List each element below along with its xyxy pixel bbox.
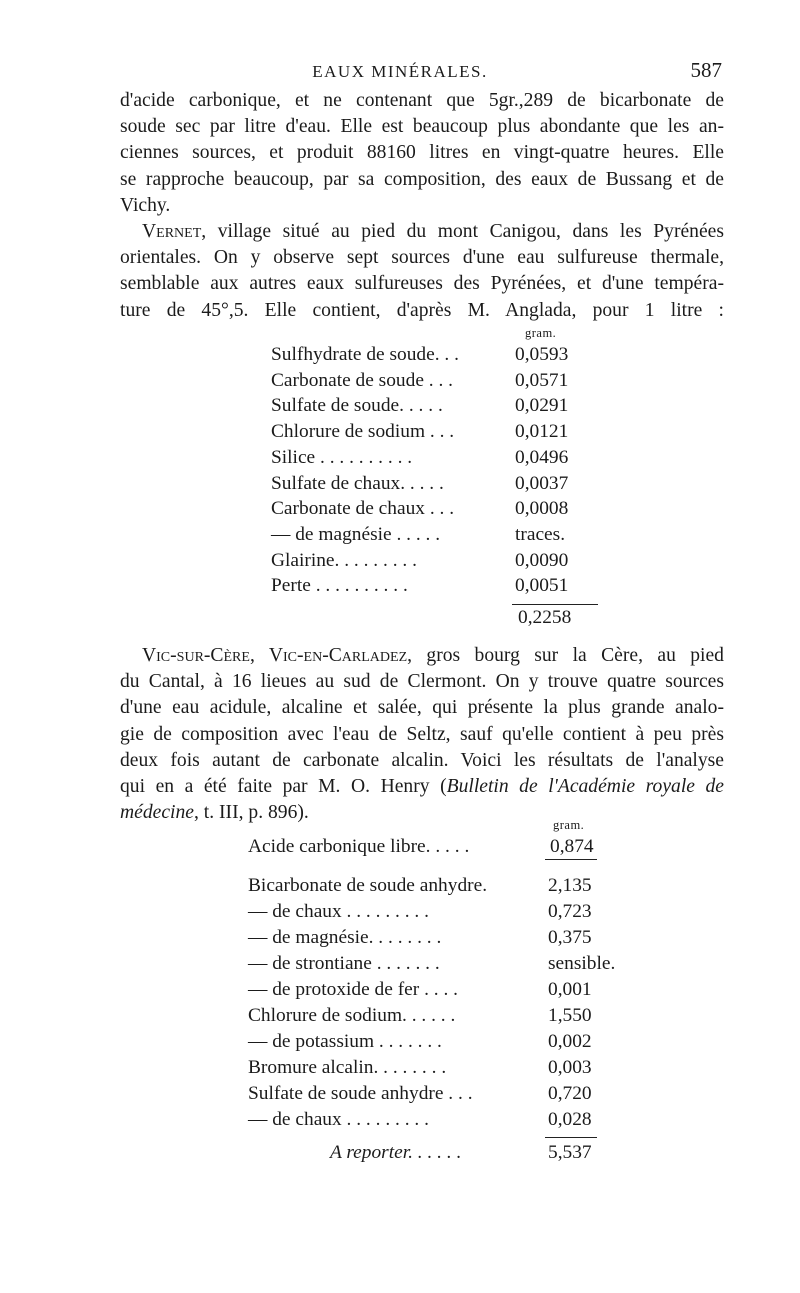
text-line: du Cantal, à 16 lieues au sud de Clermont. On y trouve quatre sources (120, 671, 724, 693)
row-value: 0,002 (548, 1031, 592, 1052)
unit-label: gram. (553, 818, 585, 832)
text-line (120, 800, 724, 826)
row-value: 0,0571 (515, 369, 569, 391)
carry-label: A reporter. . . . . . (330, 1142, 462, 1163)
row-value: 0,0291 (515, 395, 569, 417)
text-fragment: , gros bourg sur la Cère, au pied (407, 645, 724, 666)
sum-rule (545, 1137, 597, 1138)
row-value: 0,0121 (515, 421, 569, 443)
text-line: d'acide carbonique, et ne contenant que 5gr.,289 de bicarbonate de (120, 90, 724, 111)
row-value: 0,028 (548, 1109, 592, 1130)
place-name-vic: Vic-sur-Cère, Vic-en-Carladez (142, 645, 408, 666)
row-label: Bromure alcalin. . . . . . . . (248, 1057, 447, 1078)
row-label: — de chaux . . . . . . . . . (248, 901, 429, 922)
row-value: 2,135 (548, 875, 592, 896)
place-name-vernet: Vernet (142, 221, 202, 242)
text-fragment: qui en a été faite par M. O. Henry ( (120, 775, 447, 797)
citation-title: Bulletin de l'Académie royale de (446, 775, 724, 797)
text-line: ture de 45°,5. Elle contient, d'après M. Anglada, pour 1 litre : (120, 299, 724, 321)
running-title: EAUX MINÉRALES. (312, 62, 488, 81)
text-fragment: , village situé au pied du mont Canigou, dans les Pyrénées (201, 221, 724, 242)
text-line: se rapproche beaucoup, par sa composition, des eaux de Bussang et de (120, 168, 724, 190)
sum-rule (545, 859, 597, 860)
row-label: — de potassium . . . . . . . (248, 1031, 442, 1052)
text-line: ciennes sources, et produit 88160 litres en vingt-quatre heures. Elle (120, 142, 724, 164)
text-line: soude sec par litre d'eau. Elle est beaucoup plus abondante que les an- (120, 116, 724, 138)
row-value: 0,0051 (515, 575, 569, 597)
paragraph-intro (120, 88, 724, 219)
row-label: Sulfhydrate de soude. . . (271, 344, 459, 365)
text-fragment: , t. III, p. 896). (193, 802, 309, 824)
row-label: — de magnésie. . . . . . . . (248, 927, 442, 948)
text-line: deux fois autant de carbonate alcalin. Voici les résultats de l'analyse (120, 749, 724, 771)
text-line: d'une eau acidule, alcaline et salée, qui présente la plus grande analo- (120, 697, 724, 719)
row-label: — de magnésie . . . . . (271, 523, 441, 545)
row-label: Carbonate de chaux . . . (271, 498, 455, 520)
row-value: 0,720 (548, 1083, 592, 1104)
row-value: 0,003 (548, 1057, 592, 1078)
row-label: Carbonate de soude . . . (271, 369, 454, 391)
row-value: 0,0090 (515, 549, 569, 571)
row-label: — de chaux . . . . . . . . . (248, 1109, 429, 1130)
carry-value: 5,537 (548, 1142, 592, 1163)
row-label: Silice . . . . . . . . . . (271, 446, 413, 468)
text-line: orientales. On y observe sept sources d'une eau sulfureuse thermale, (120, 247, 724, 269)
row-label: Chlorure de sodium. . . . . . (248, 1005, 456, 1026)
row-label: Glairine. . . . . . . . . (271, 549, 417, 571)
row-label: Sulfate de soude anhydre . . . (248, 1083, 473, 1104)
text-line: Vichy. (120, 194, 171, 216)
page-header (0, 58, 800, 84)
row-value: 0,375 (548, 927, 592, 948)
row-label: Chlorure de sodium . . . (271, 421, 455, 443)
row-value: traces. (515, 523, 566, 545)
row-value: 0,0008 (515, 498, 569, 520)
page-number: 587 (690, 58, 722, 82)
text-line: gie de composition avec l'eau de Seltz, sauf qu'elle contient à peu près (120, 723, 724, 745)
row-label: Acide carbonique libre. . . . . (248, 836, 470, 857)
row-value: 0,0037 (515, 472, 569, 494)
paragraph-vernet (120, 219, 724, 324)
row-label: Bicarbonate de soude anhydre. (248, 875, 488, 896)
row-label: Sulfate de chaux. . . . . (271, 472, 444, 494)
text-line (120, 219, 724, 245)
row-label: — de protoxide de fer . . . . (248, 979, 459, 1000)
text-line (120, 643, 724, 669)
row-label: — de strontiane . . . . . . . (248, 953, 440, 974)
text-line: semblable aux autres eaux sulfureuses des Pyrénées, et d'une tempéra- (120, 273, 724, 295)
row-value: sensible. (548, 953, 616, 974)
total-value: 0,2258 (518, 607, 572, 628)
paragraph-vic (120, 643, 724, 826)
row-value: 0,874 (550, 836, 594, 857)
citation-title: médecine (120, 802, 194, 824)
row-value: 1,550 (548, 1005, 592, 1026)
row-value: 0,723 (548, 901, 592, 922)
row-value: 0,0593 (515, 344, 569, 365)
row-label: Sulfate de soude. . . . . (271, 395, 443, 417)
row-label: Perte . . . . . . . . . . (271, 575, 408, 597)
text-line (120, 774, 724, 800)
row-value: 0,001 (548, 979, 592, 1000)
unit-label: gram. (525, 326, 557, 340)
row-value: 0,0496 (515, 446, 569, 468)
